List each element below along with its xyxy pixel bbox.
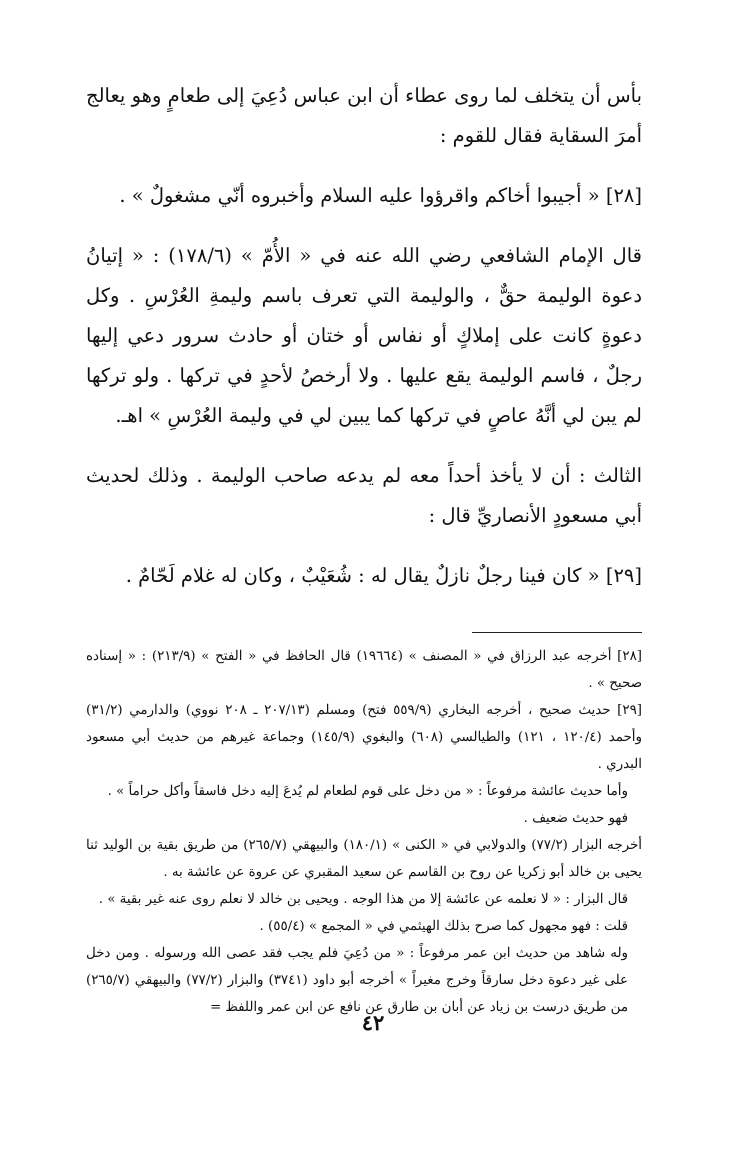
footnote-ibn-umar-witness: وله شاهد من حديث ابن عمر مرفوعاً : « من دُعِيَ فلم يجب فقد عصى الله ورسوله . ومن دخل على غير دعوة دخل سارقاً وخرج مغيراً » أخرجه أبو داود (٣٧٤١) والبزار (٧٧/٢) والبيهقي (٢٦٥/٧) من طريق درست بن زياد عن أبان بن طارق عن نافع عن ابن عمر واللفظ =	[86, 946, 628, 1015]
footnote-weak-ruling: فهو حديث ضعيف .	[523, 811, 628, 826]
paragraph-shafii-quote: قال الإمام الشافعي رضي الله عنه في « الأُمّ » (١٧٨/٦) : « إتيانُ دعوة الوليمة حقٌّ ، والوليمة التي تعرف باسم وليمةِ العُرْسِ . وكل دعوةٍ كانت على إملاكٍ أو نفاس أو ختان أو حادث سرور دعي إليها رجلٌ ، فاسم الوليمة يقع عليها . ولا أرخصُ لأحدٍ في تركها . ولو تركها لم يبن لي أنَّهُ عاصٍ في تركها كما يبين لي في وليمة العُرْسِ » اهـ.	[86, 244, 642, 427]
hadith-29: [٢٩] « كان فينا رجلٌ نازلٌ يقال له : شُعَيْبٌ ، وكان له غلام لَحّامٌ .	[125, 564, 642, 587]
footnote-haythami: قلت : فهو مجهول كما صرح بذلك الهيثمي في « المجمع » (٥٥/٤) .	[259, 919, 628, 934]
footnote-28: [٢٨] أخرجه عبد الرزاق في « المصنف » (١٩٦٦٤) قال الحافظ في « الفتح » (٢١٣/٩) : « إسناده صحيح » .	[86, 649, 642, 691]
page-number: ٤٢	[361, 1010, 385, 1035]
footnotes	[86, 643, 642, 1021]
main-text	[86, 76, 642, 596]
footnote-29: [٢٩] حديث صحيح ، أخرجه البخاري (٥٥٩/٩ فتح) ومسلم (٢٠٧/١٣ ـ ٢٠٨ نووي) والدارمي (٣١/٢) وأحمد (١٢٠/٤ ، ١٢١) والطيالسي (٦٠٨) والبغوي (١٤٥/٩) وجماعة غيرهم من حديث أبي مسعود البدري .	[86, 703, 643, 772]
footnote-aisha-hadith: وأما حديث عائشة مرفوعاً : « من دخل على قوم لطعام لم يُدعَ إليه دخل فاسقاً وأكل حراماً » .	[107, 784, 628, 799]
footnote-bazzar-chain: أخرجه البزار (٧٧/٢) والدولابي في « الكنى » (١٨٠/١) والبيهقي (٢٦٥/٧) من طريق بقية بن الوليد ثنا يحيى بن خالد أبو زكريا عن روح بن القاسم عن سعيد المقبري عن عروة عن عائشة به .	[86, 838, 642, 880]
paragraph-third-rule: الثالث : أن لا يأخذ أحداً معه لم يدعه صاحب الوليمة . وذلك لحديث أبي مسعودٍ الأنصاريِّ قال :	[86, 464, 642, 527]
footnote-bazzar-comment: قال البزار : « لا نعلمه عن عائشة إلا من هذا الوجه . ويحيى بن خالد لا نعلم روى عنه غير بقية » .	[98, 892, 628, 907]
hadith-28: [٢٨] « أجيبوا أخاكم واقرؤوا عليه السلام وأخبروه أنّي مشغولٌ » .	[119, 184, 642, 207]
paragraph-continuation: بأس أن يتخلف لما روى عطاء أن ابن عباس دُعِيَ إلى طعامٍ وهو يعالج أمرَ السقاية فقال للقوم :	[86, 84, 642, 147]
footnote-separator	[472, 632, 642, 633]
